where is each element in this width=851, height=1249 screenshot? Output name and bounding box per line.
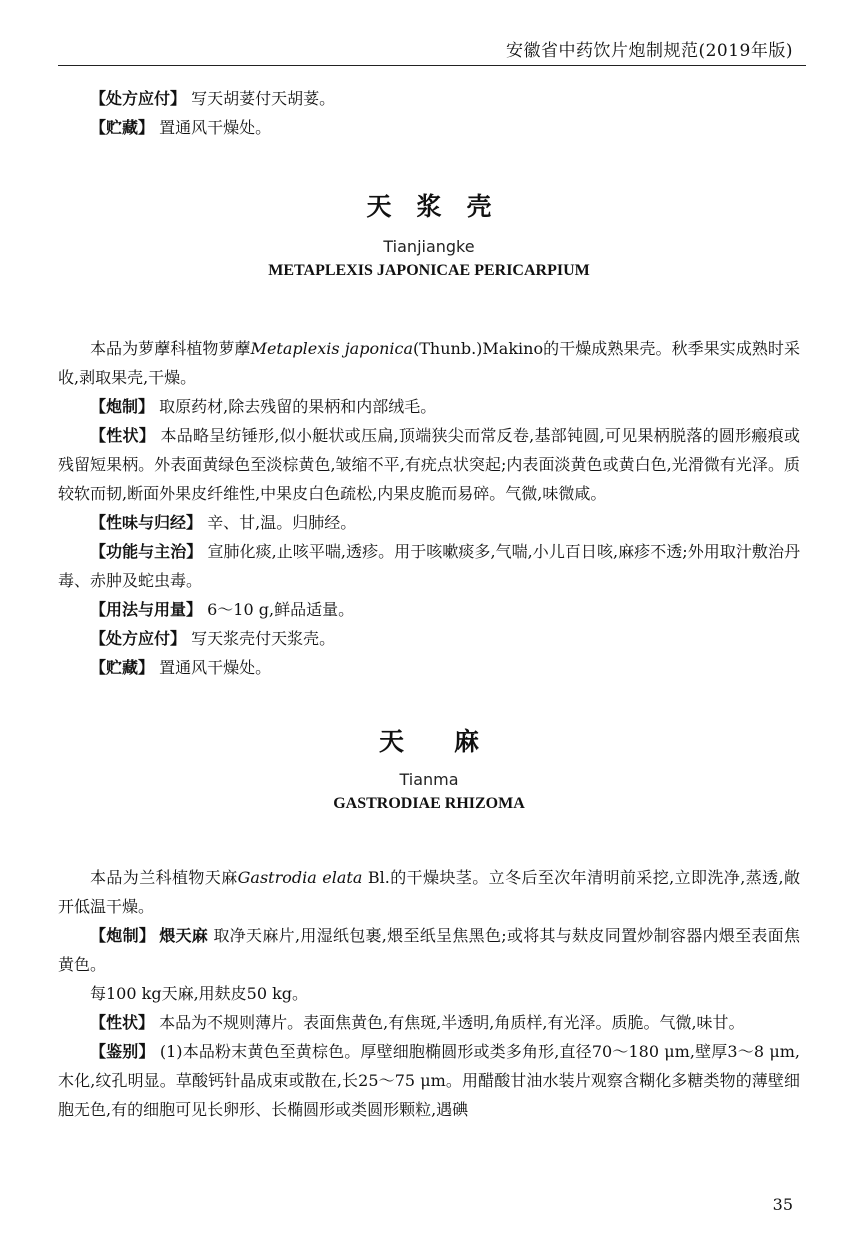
- prev-storage: [58, 113, 800, 142]
- processing-ratio: 每100 kg天麻,用麸皮50 kg。: [90, 984, 309, 1003]
- page-content: [58, 82, 800, 1124]
- storage-label: 【贮藏】: [90, 658, 155, 677]
- identification-label: 【鉴别】: [90, 1042, 155, 1061]
- storage-text: 置通风干燥处。: [159, 658, 272, 677]
- processing-method: 煨天麻: [159, 926, 209, 945]
- intro-text-a: 本品为萝藦科植物萝藦: [90, 339, 251, 358]
- nature-label: 【性味与归经】: [90, 513, 203, 532]
- entry-properties: [58, 421, 800, 508]
- properties-label: 【性状】: [90, 426, 156, 445]
- entry-dosage: [58, 595, 800, 624]
- prev-storage-label: 【贮藏】: [90, 118, 155, 137]
- entry-prescription: [58, 624, 800, 653]
- processing-text: 取原药材,除去残留的果柄和内部绒毛。: [159, 397, 437, 416]
- function-label: 【功能与主治】: [90, 542, 203, 561]
- entry-identification: [58, 1037, 800, 1124]
- entry-latin-name: GASTRODIAE RHIZOMA: [333, 795, 525, 812]
- entry-pinyin: Tianjiangke: [383, 237, 475, 256]
- prev-storage-text: 置通风干燥处。: [159, 118, 272, 137]
- prescription-text: 写天浆壳付天浆壳。: [191, 629, 336, 648]
- properties-text: 本品为不规则薄片。表面焦黄色,有焦斑,半透明,角质样,有光泽。质脆。气微,味甘。: [159, 1013, 745, 1032]
- entry-title: 天 麻: [378, 727, 479, 756]
- entry-nature: [58, 508, 800, 537]
- entry-processing: [58, 921, 800, 979]
- prev-prescription-label: 【处方应付】: [90, 89, 187, 108]
- intro-text-b: Bl.的干燥块茎。立冬后至次年清明前采挖,立即洗净,蒸透,敞开低温干燥。: [58, 868, 800, 916]
- processing-text: 取净天麻片,用湿纸包裹,煨至纸呈焦黑色;或将其与麸皮同置炒制容器内煨至表面焦黄色。: [58, 926, 800, 974]
- header-rule: [58, 65, 806, 66]
- entry-function: [58, 537, 800, 595]
- dosage-label: 【用法与用量】: [90, 600, 203, 619]
- entry-processing: [58, 392, 800, 421]
- entry-pinyin: Tianma: [399, 770, 459, 789]
- intro-text-a: 本品为兰科植物天麻: [90, 868, 238, 887]
- intro-latin-species: Metaplexis japonica: [250, 339, 414, 358]
- entry-title: 天 浆 壳: [366, 192, 492, 221]
- processing-label: 【炮制】: [90, 397, 155, 416]
- prev-prescription: [58, 84, 800, 113]
- intro-latin-species: Gastrodia elata: [237, 868, 363, 887]
- entry-intro: [58, 863, 800, 921]
- processing-label: 【炮制】: [90, 926, 156, 945]
- entry-intro: [58, 334, 800, 392]
- entry-properties: [58, 1008, 800, 1037]
- running-header: 安徽省中药饮片炮制规范(2019年版): [505, 41, 793, 61]
- prescription-label: 【处方应付】: [90, 629, 187, 648]
- identification-text: (1)本品粉末黄色至黄棕色。厚壁细胞椭圆形或类多角形,直径70～180 μm,壁厚3～8 μm,木化,纹孔明显。草酸钙针晶成束或散在,长25～75 μm。用醋酸甘油水装片观察含糊化多糖类物的薄壁细胞无色,有的细胞可见长卵形、长椭圆形或类圆形颗粒,遇碘: [58, 1042, 800, 1119]
- properties-text: 本品略呈纺锤形,似小艇状或压扁,顶端狭尖而常反卷,基部钝圆,可见果柄脱落的圆形瘢痕或残留短果柄。外表面黄绿色至淡棕黄色,皱缩不平,有疣点状突起;内表面淡黄色或黄白色,光滑微有光泽。质较软而韧,断面外果皮纤维性,中果皮白色疏松,内果皮脆而易碎。气微,味微咸。: [58, 426, 800, 503]
- page-number: 35: [772, 1195, 793, 1214]
- nature-text: 辛、甘,温。归肺经。: [207, 513, 357, 532]
- intro-text-b: (Thunb.)Makino的干燥成熟果壳。秋季果实成熟时采收,剥取果壳,干燥。: [58, 339, 800, 387]
- prev-prescription-text: 写天胡荽付天胡荽。: [191, 89, 336, 108]
- function-text: 宣肺化痰,止咳平喘,透疹。用于咳嗽痰多,气喘,小儿百日咳,麻疹不透;外用取汁敷治丹毒、赤肿及蛇虫毒。: [58, 542, 800, 590]
- properties-label: 【性状】: [90, 1013, 155, 1032]
- dosage-text: 6～10 g,鲜品适量。: [207, 600, 355, 619]
- entry-storage: [58, 653, 800, 682]
- entry-latin-name: METAPLEXIS JAPONICAE PERICARPIUM: [268, 262, 590, 279]
